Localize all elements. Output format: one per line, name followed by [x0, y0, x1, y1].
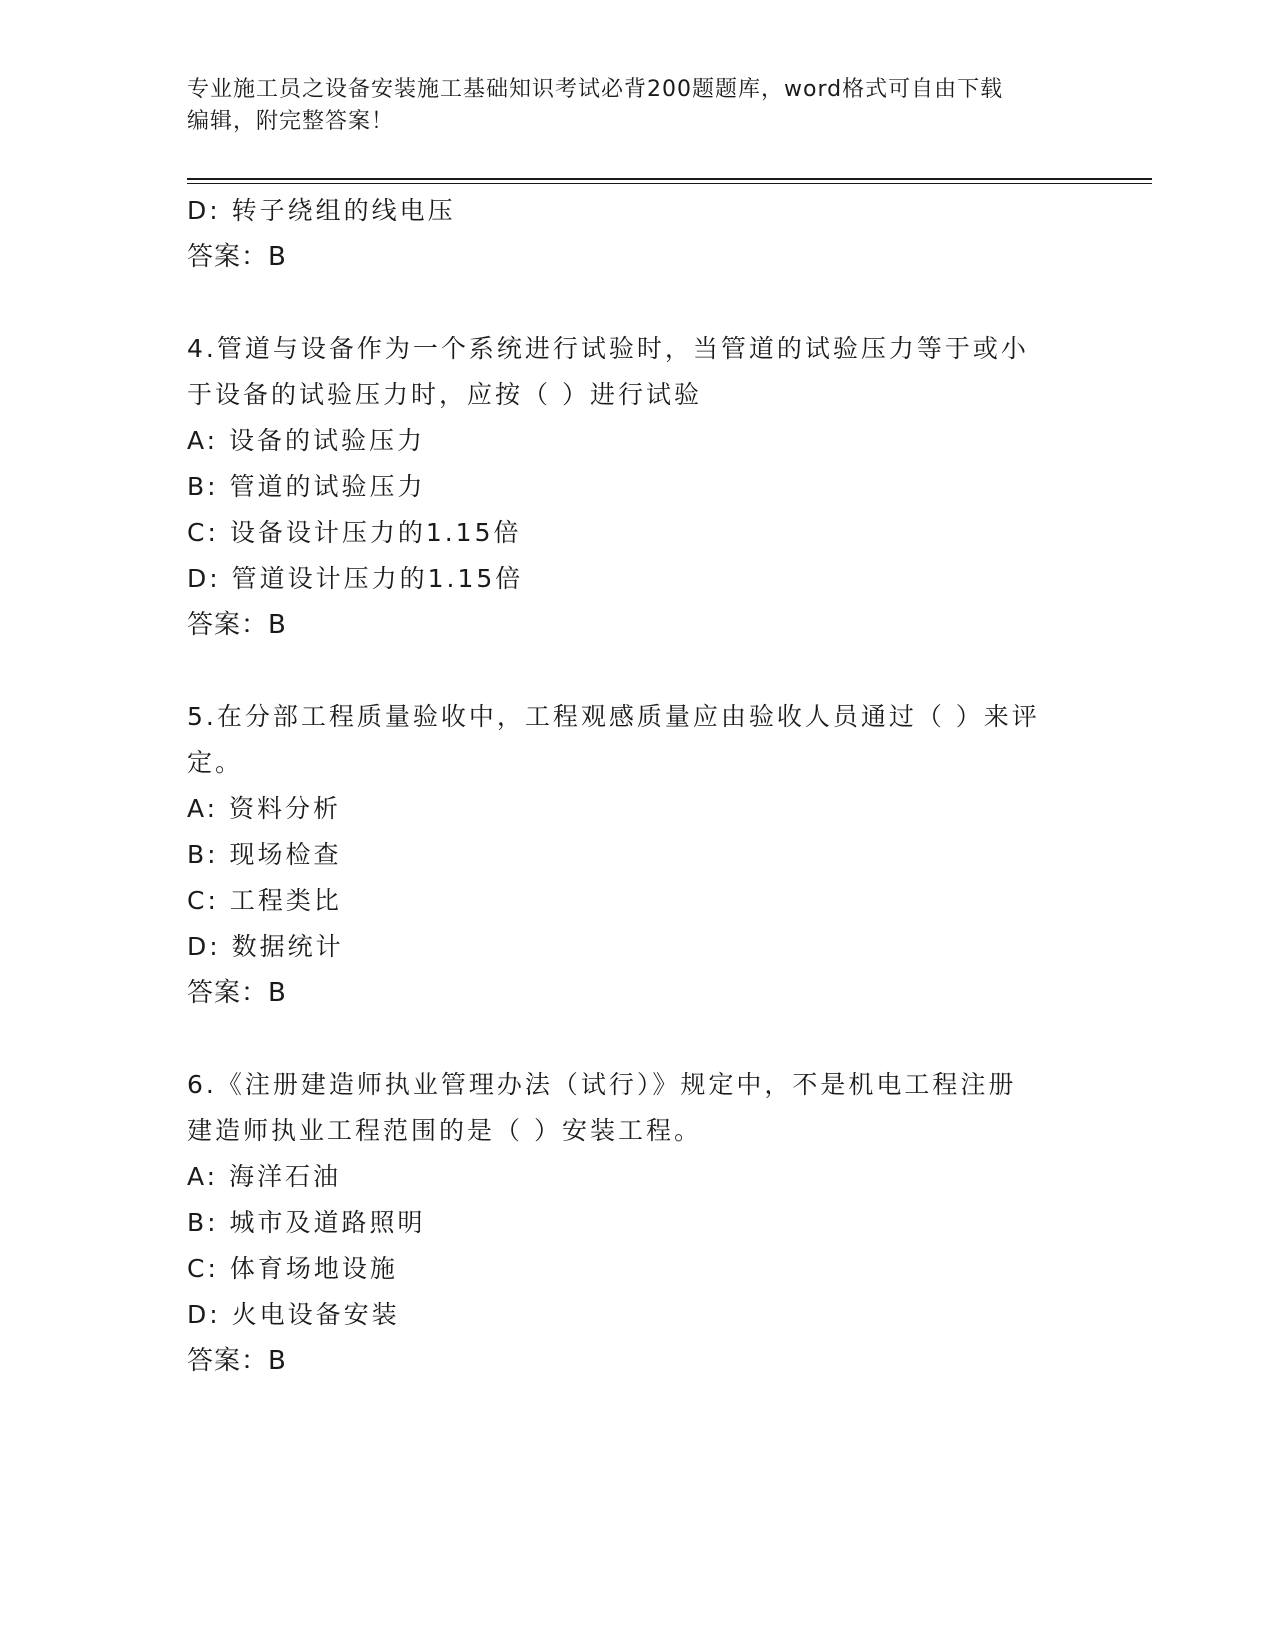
question-text: [187, 1062, 1087, 1154]
option-c: C: 体育场地设施: [187, 1254, 398, 1283]
answer-line: 答案：B: [187, 242, 287, 272]
option-a: A: 资料分析: [187, 794, 342, 823]
option-c: C: 设备设计压力的1.15倍: [187, 518, 522, 547]
header-line-2: 编辑，附完整答案！: [187, 109, 395, 134]
header-line-1: 专业施工员之设备安装施工基础知识考试必背200题题库，word格式可自由下载: [187, 77, 1004, 102]
option-b: B: 管道的试验压力: [187, 472, 426, 501]
answer-line: 答案：B: [187, 1346, 287, 1376]
question-4: [187, 326, 1087, 648]
option-d: D: 转子绕组的线电压: [187, 196, 456, 225]
document-header: [187, 74, 1067, 138]
option-a: A: 海洋石油: [187, 1162, 342, 1191]
question-text-line: 6.《注册建造师执业管理办法（试行）》规定中，不是机电工程注册: [187, 1070, 1017, 1099]
answer-line: 答案：B: [187, 610, 287, 640]
header-divider-thin: [187, 183, 1152, 184]
answer-line: 答案：B: [187, 978, 287, 1008]
header-divider-thick: [187, 178, 1152, 180]
question-6: [187, 1062, 1087, 1384]
question-text-line: 4.管道与设备作为一个系统进行试验时，当管道的试验压力等于或小: [187, 334, 1029, 363]
question-text: [187, 694, 1087, 786]
option-d: D: 数据统计: [187, 932, 344, 961]
option-d: D: 火电设备安装: [187, 1300, 400, 1329]
question-text-line: 建造师执业工程范围的是（ ）安装工程。: [187, 1116, 702, 1145]
question-spacer: [187, 280, 1087, 326]
option-c: C: 工程类比: [187, 886, 342, 915]
question-text-line: 于设备的试验压力时，应按（ ）进行试验: [187, 380, 702, 409]
question-spacer: [187, 1016, 1087, 1062]
option-a: A: 设备的试验压力: [187, 426, 426, 455]
option-b: B: 城市及道路照明: [187, 1208, 426, 1237]
question-spacer: [187, 648, 1087, 694]
question-text: [187, 326, 1087, 418]
question-text-line: 定。: [187, 748, 244, 777]
question-text-line: 5.在分部工程质量验收中，工程观感质量应由验收人员通过（ ）来评: [187, 702, 1040, 731]
option-b: B: 现场检查: [187, 840, 342, 869]
option-d: D: 管道设计压力的1.15倍: [187, 564, 524, 593]
question-5: [187, 694, 1087, 1016]
question-list: [187, 188, 1087, 1384]
previous-question-tail: [187, 188, 1087, 280]
